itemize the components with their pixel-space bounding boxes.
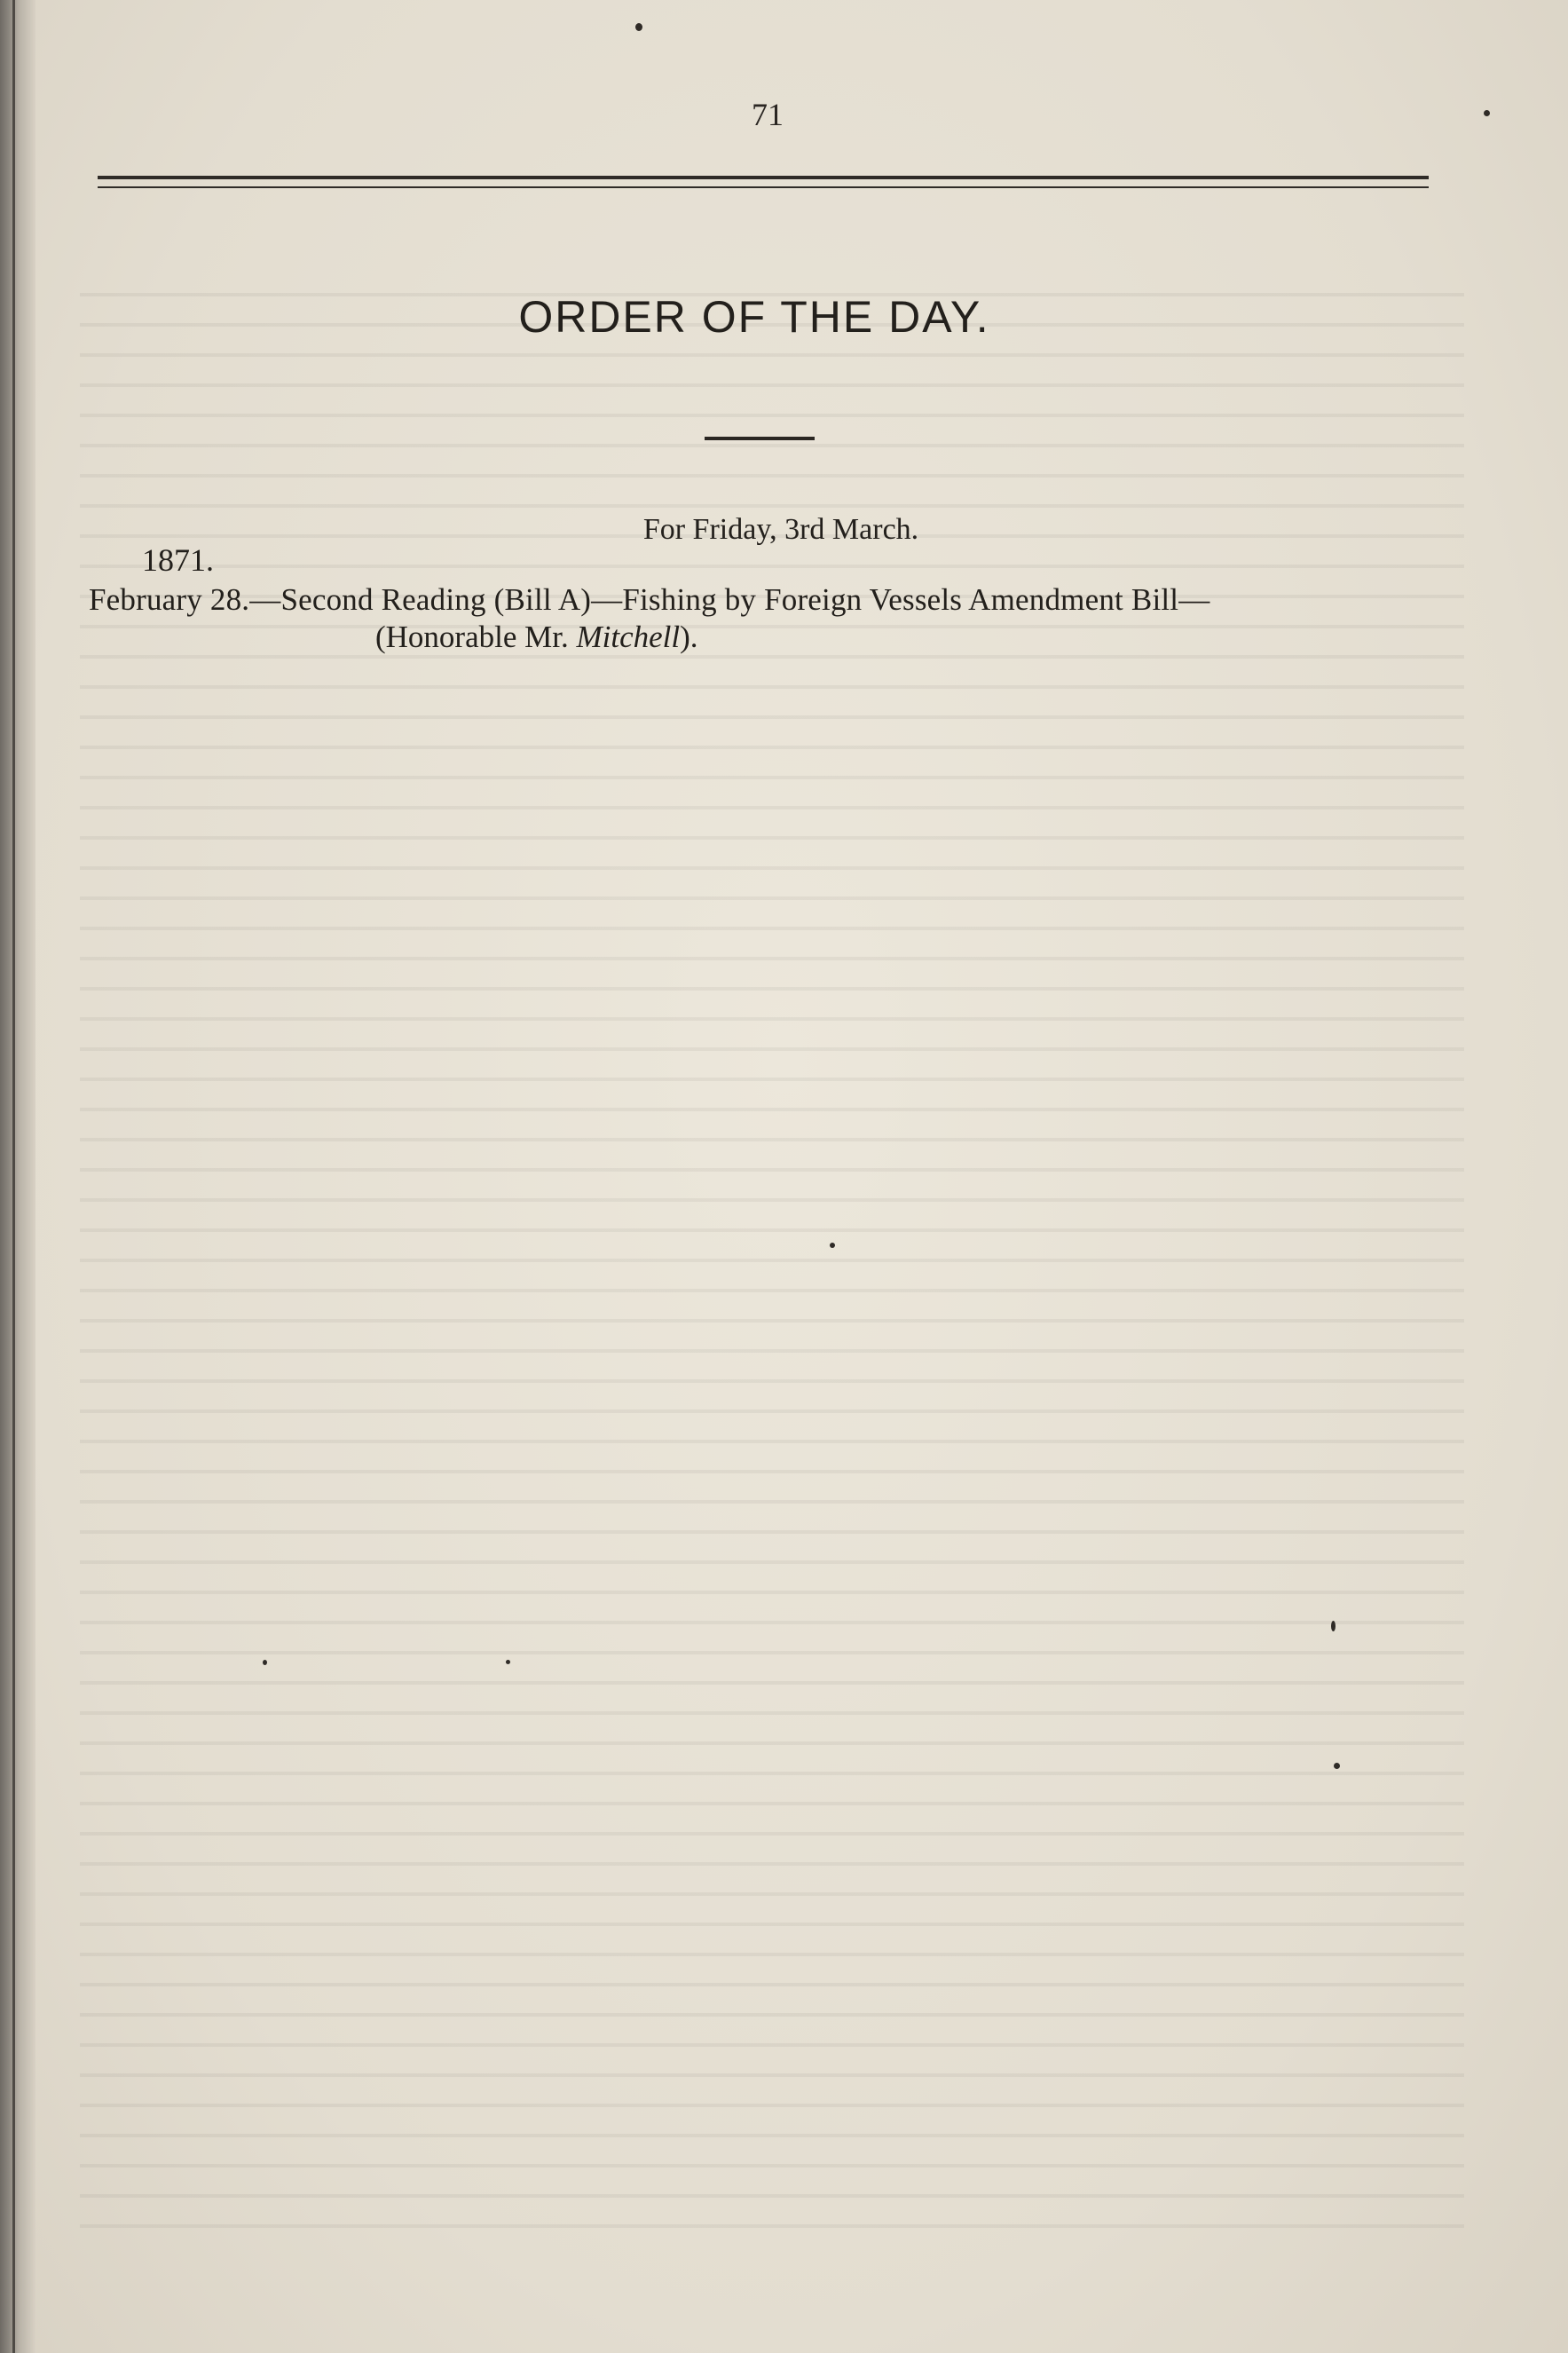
order-entry-continuation xyxy=(375,620,698,655)
paper-speck xyxy=(1331,1621,1336,1631)
header-rule-thin xyxy=(98,186,1429,188)
paper-speck xyxy=(635,23,642,31)
binding-shadow-line xyxy=(12,0,15,2353)
order-entry xyxy=(89,582,1438,618)
page-number: 71 xyxy=(752,97,784,132)
entry-text: —Second Reading (Bill A)—Fishing by Foreign Vessels Amendment Bill— xyxy=(249,582,1210,617)
entry-member-name: Mitchell xyxy=(576,620,681,654)
date-heading: For Friday, 3rd March. xyxy=(642,513,919,546)
paper-speck xyxy=(506,1660,510,1664)
entry-continuation-suffix: ). xyxy=(680,620,698,654)
page-title: ORDER OF THE DAY. xyxy=(518,292,990,342)
paper-speck xyxy=(830,1243,835,1248)
title-divider xyxy=(705,437,815,440)
year-label: 1871. xyxy=(142,542,214,578)
paper-speck xyxy=(263,1660,267,1665)
book-binding-edge xyxy=(0,0,35,2353)
entry-continuation-prefix: (Honorable Mr. xyxy=(375,620,577,654)
header-rule-thick xyxy=(98,176,1429,179)
entry-date: February 28. xyxy=(89,582,250,617)
paper-speck xyxy=(1334,1763,1340,1769)
show-through-texture xyxy=(80,284,1464,2254)
paper-speck xyxy=(1484,110,1490,116)
